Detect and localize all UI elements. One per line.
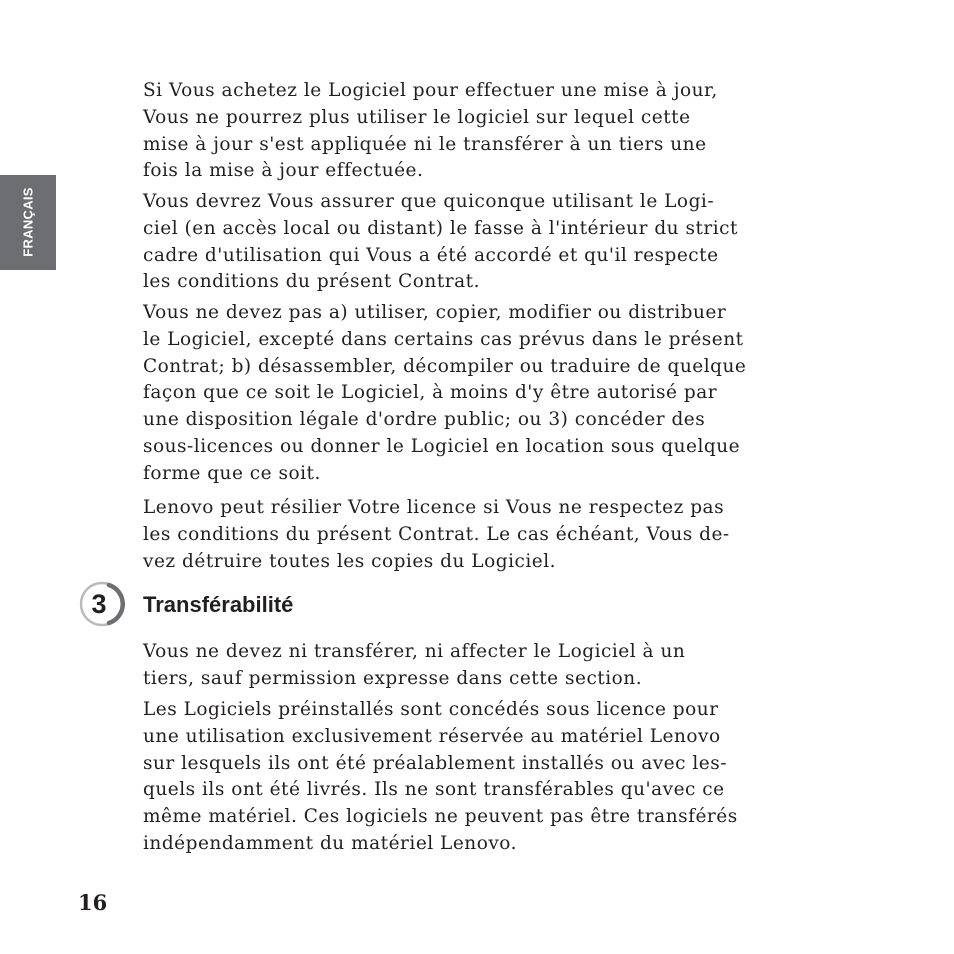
body-paragraph-2: Vous devrez Vous assurer que quiconque utilisant le Logi- ciel (en accès local ou distant) le fasse à l'intérieur du strict cadre d'utilisation qui Vous a été accordé et qu'il respecte les conditions du présent Contrat. [143,191,738,293]
section-number: 3 [91,589,107,619]
section-number-badge [79,581,125,627]
language-tab [0,175,56,270]
body-paragraph-4: Lenovo peut résilier Votre licence si Vous ne respectez pas les conditions du présent Contrat. Le cas échéant, Vous de- vez détruire toutes les copies du Logiciel. [143,497,730,572]
page-number: 16 [78,890,108,915]
section-paragraph-1: Vous ne devez ni transférer, ni affecter le Logiciel à un tiers, sauf permission expresse dans cette section. [143,641,686,689]
language-tab-label: FRANÇAIS [20,187,36,257]
body-paragraph-1: Si Vous achetez le Logiciel pour effectuer une mise à jour, Vous ne pourrez plus utiliser le logiciel sur lequel cette mise à jour s'est appliquée ni le transférer à un tiers une fois la mise à jour effectuée. [143,80,718,182]
body-paragraph-3: Vous ne devez pas a) utiliser, copier, modifier ou distribuer le Logiciel, excepté dans certains cas prévus dans le présent Contrat; b) désassembler, décompiler ou traduire de quelque façon que ce soit le Logiciel, à moins d'y être autorisé par une disposition légale d'ordre public; ou 3) concéder des sous-licences ou donner le Logiciel en location sous quelque forme que ce soit. [143,302,747,484]
section-title: Transférabilité [143,592,294,617]
section-paragraph-2: Les Logiciels préinstallés sont concédés sous licence pour une utilisation exclusivement réservée au matériel Lenovo sur lesquels ils ont été préalablement installés ou avec les- quels ils ont été livrés. Ils ne sont transférables qu'avec ce même matériel. Ces logiciels ne peuvent pas être transférés indépendamment du matériel Lenovo. [143,699,738,854]
